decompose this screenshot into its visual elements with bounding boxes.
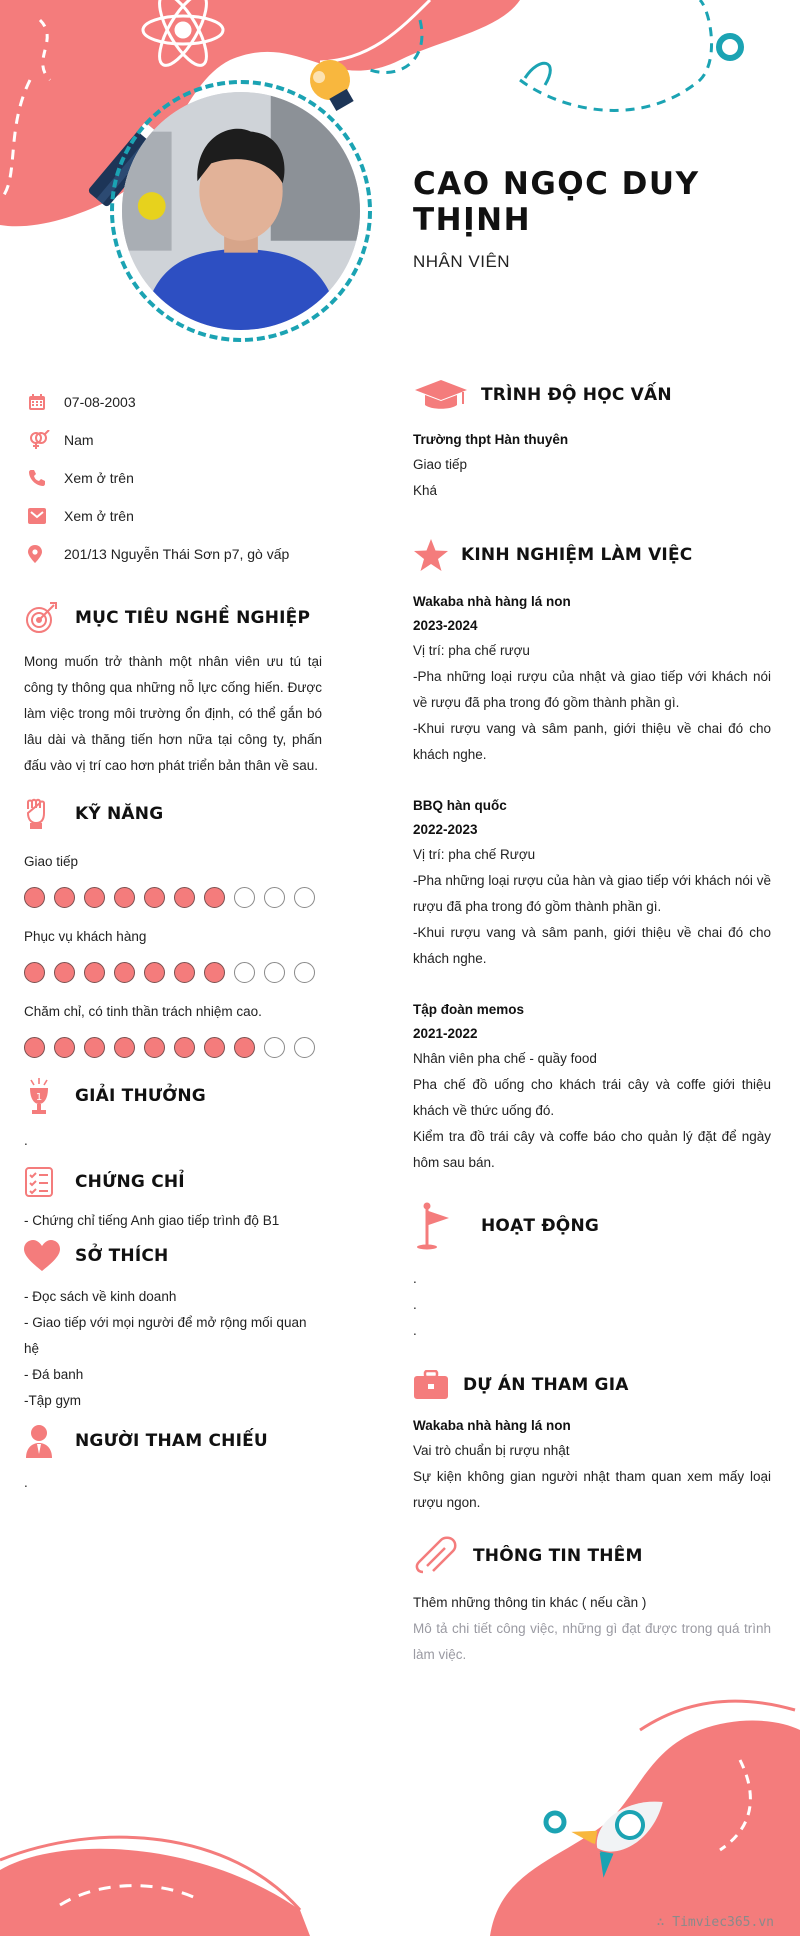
hobby-item: -Tập gym	[24, 1393, 82, 1408]
activity-item: .	[413, 1297, 417, 1312]
education-header	[413, 378, 771, 412]
watermark: ∴ Timviec365.vn	[656, 1915, 774, 1930]
rating-dot-empty	[264, 887, 285, 908]
skill-label: Phục vụ khách hàng	[24, 929, 147, 944]
hobby-item: - Đọc sách về kinh doanh	[24, 1289, 177, 1304]
experience-time: 2023-2024	[413, 618, 478, 633]
experience-list	[413, 590, 771, 1176]
rating-dot-filled	[114, 962, 135, 983]
rating-dot-filled	[174, 962, 195, 983]
experience-detail: Kiểm tra đồ trái cây và coffe báo cho quản lý đặt để ngày hôm sau bán.	[413, 1129, 771, 1170]
certificates-header	[24, 1166, 322, 1198]
birthday-text: 07-08-2003	[64, 394, 136, 410]
experience-company: Wakaba nhà hàng lá non	[413, 594, 571, 609]
rating-dot-filled	[144, 887, 165, 908]
target-icon	[24, 601, 75, 635]
activity-item: .	[413, 1323, 417, 1338]
right-column	[413, 378, 771, 1668]
school-name: Trường thpt Hàn thuyên	[413, 432, 569, 447]
skill-rating	[24, 887, 322, 908]
rating-dot-filled	[144, 962, 165, 983]
rating-dot-filled	[24, 887, 45, 908]
avatar-photo	[122, 92, 360, 330]
email-icon	[24, 505, 64, 527]
experience-detail: -Pha những loại rượu của hàn và giao tiếp với khách nói về rượu đã pha trong đó gồm thành phần gì.	[413, 873, 771, 914]
rating-dot-filled	[54, 1037, 75, 1058]
rating-dot-empty	[294, 962, 315, 983]
contact-gender	[24, 421, 322, 459]
candidate-name: CAO NGỌC DUY THỊNH	[413, 166, 700, 238]
projects-title: DỰ ÁN THAM GIA	[463, 1375, 629, 1395]
experience-item	[413, 794, 771, 972]
rating-dot-filled	[54, 962, 75, 983]
avatar	[122, 92, 360, 330]
objective-text: Mong muốn trở thành một nhân viên ưu tú tại công ty thông qua những nỗ lực cống hiến. Được làm việc trong môi trường ổn định, có thể gắn bó lâu dài và thăng tiến hơn nữa tại công ty, phấn đấu vào vị trí cao hơn phát triển bản thân về sau.	[24, 654, 322, 773]
gender-icon	[24, 429, 64, 451]
skills-title: KỸ NĂNG	[75, 804, 164, 824]
rating-dot-filled	[84, 1037, 105, 1058]
experience-time: 2021-2022	[413, 1026, 478, 1041]
hobbies-title: SỞ THÍCH	[75, 1246, 169, 1266]
experience-detail: Nhân viên pha chế - quầy food	[413, 1051, 597, 1066]
graduation-cap-icon	[413, 378, 481, 412]
rating-dot-empty	[234, 887, 255, 908]
experience-detail: Vị trí: pha chế Rượu	[413, 847, 536, 862]
contact-birthday	[24, 383, 322, 421]
rating-dot-filled	[84, 887, 105, 908]
rating-dot-filled	[174, 887, 195, 908]
star-icon	[413, 538, 461, 572]
project-line: Sự kiện không gian người nhật tham quan xem mấy loại rượu ngon.	[413, 1469, 771, 1510]
references-text: .	[24, 1475, 28, 1490]
activities-title: HOẠT ĐỘNG	[481, 1216, 600, 1236]
rating-dot-empty	[234, 962, 255, 983]
activities-header	[413, 1202, 771, 1250]
education-block	[413, 428, 771, 504]
education-title: TRÌNH ĐỘ HỌC VẤN	[481, 385, 672, 405]
flag-icon	[413, 1202, 481, 1250]
experience-company: Tập đoàn memos	[413, 1002, 525, 1017]
experience-detail: -Khui rượu vang và sâm panh, giới thiệu về chai đó cho khách nghe.	[413, 925, 771, 966]
experience-title: KINH NGHIỆM LÀM VIỆC	[461, 545, 693, 565]
heart-icon	[24, 1240, 75, 1272]
person-icon	[24, 1424, 75, 1458]
objective-header	[24, 601, 322, 635]
hobbies-header	[24, 1240, 322, 1272]
extra-title: THÔNG TIN THÊM	[473, 1546, 643, 1566]
address-text: 201/13 Nguyễn Thái Sơn p7, gò vấp	[64, 546, 290, 562]
experience-detail: -Pha những loại rượu của nhật và giao tiếp với khách nói về rượu đã pha trong đó gồm thành phần gì.	[413, 669, 771, 710]
paperclip-icon	[413, 1536, 473, 1576]
extra-block	[413, 1590, 771, 1668]
skills-header	[24, 797, 322, 831]
checklist-icon	[24, 1166, 75, 1198]
awards-title: GIẢI THƯỞNG	[75, 1086, 206, 1106]
skill-label: Chăm chỉ, có tinh thần trách nhiệm cao.	[24, 1004, 262, 1019]
contact-phone	[24, 459, 322, 497]
skill-rating	[24, 1037, 322, 1058]
certificates-title: CHỨNG CHỈ	[75, 1172, 185, 1192]
extra-description: Mô tả chi tiết công việc, những gì đạt được trong quá trình làm việc.	[413, 1621, 771, 1662]
awards-text: .	[24, 1133, 28, 1148]
rating-dot-filled	[204, 1037, 225, 1058]
experience-item	[413, 998, 771, 1176]
avatar-frame	[110, 80, 372, 342]
rating-dot-filled	[144, 1037, 165, 1058]
skills-list	[24, 851, 322, 1058]
rating-dot-filled	[24, 1037, 45, 1058]
experience-item	[413, 590, 771, 768]
projects-header	[413, 1370, 771, 1400]
skill-label: Giao tiếp	[24, 854, 79, 869]
education-grade: Khá	[413, 483, 438, 498]
experience-company: BBQ hàn quốc	[413, 798, 507, 813]
hobby-item: - Đá banh	[24, 1367, 84, 1382]
rating-dot-filled	[84, 962, 105, 983]
hobbies-list	[24, 1284, 322, 1414]
project-name: Wakaba nhà hàng lá non	[413, 1418, 571, 1433]
rating-dot-filled	[204, 887, 225, 908]
phone-icon	[24, 467, 64, 489]
experience-header	[413, 538, 771, 572]
rating-dot-filled	[54, 887, 75, 908]
location-pin-icon	[24, 543, 64, 565]
rating-dot-empty	[264, 962, 285, 983]
email-text: Xem ở trên	[64, 508, 134, 524]
briefcase-icon	[413, 1370, 463, 1400]
objective-title: MỤC TIÊU NGHỀ NGHIỆP	[75, 608, 311, 628]
experience-detail: Pha chế đồ uống cho khách trái cây và coffe giới thiệu khách về thức uống đó.	[413, 1077, 771, 1118]
projects-block	[413, 1414, 771, 1516]
contact-email	[24, 497, 322, 535]
svg-text:1: 1	[35, 1092, 43, 1103]
candidate-position: NHÂN VIÊN	[413, 252, 511, 271]
footer-decoration	[0, 1690, 800, 1936]
awards-header	[24, 1076, 322, 1116]
rating-dot-empty	[294, 1037, 315, 1058]
calendar-icon	[24, 391, 64, 413]
hobby-item: - Giao tiếp với mọi người để mở rộng mối quan hệ	[24, 1315, 307, 1356]
gender-text: Nam	[64, 432, 94, 448]
rating-dot-filled	[24, 962, 45, 983]
extra-header	[413, 1536, 771, 1576]
rating-dot-empty	[264, 1037, 285, 1058]
fist-icon	[24, 797, 75, 831]
project-line: Vai trò chuẩn bị rượu nhật	[413, 1443, 570, 1458]
references-header	[24, 1424, 322, 1458]
references-title: NGƯỜI THAM CHIẾU	[75, 1431, 268, 1451]
activities-list	[413, 1266, 771, 1344]
rating-dot-filled	[234, 1037, 255, 1058]
contact-address	[24, 535, 322, 573]
rating-dot-filled	[114, 1037, 135, 1058]
experience-detail: Vị trí: pha chế rượu	[413, 643, 530, 658]
experience-detail: -Khui rượu vang và sâm panh, giới thiệu về chai đó cho khách nghe.	[413, 721, 771, 762]
rating-dot-empty	[294, 887, 315, 908]
phone-text: Xem ở trên	[64, 470, 134, 486]
certificates-text: - Chứng chỉ tiếng Anh giao tiếp trình độ B1	[24, 1213, 280, 1228]
rating-dot-filled	[174, 1037, 195, 1058]
trophy-icon	[24, 1076, 75, 1116]
skill-rating	[24, 962, 322, 983]
rating-dot-filled	[114, 887, 135, 908]
education-major: Giao tiếp	[413, 457, 468, 472]
extra-line: Thêm những thông tin khác ( nếu cần )	[413, 1595, 647, 1610]
experience-time: 2022-2023	[413, 822, 478, 837]
rating-dot-filled	[204, 962, 225, 983]
activity-item: .	[413, 1271, 417, 1286]
left-column	[24, 383, 322, 1496]
